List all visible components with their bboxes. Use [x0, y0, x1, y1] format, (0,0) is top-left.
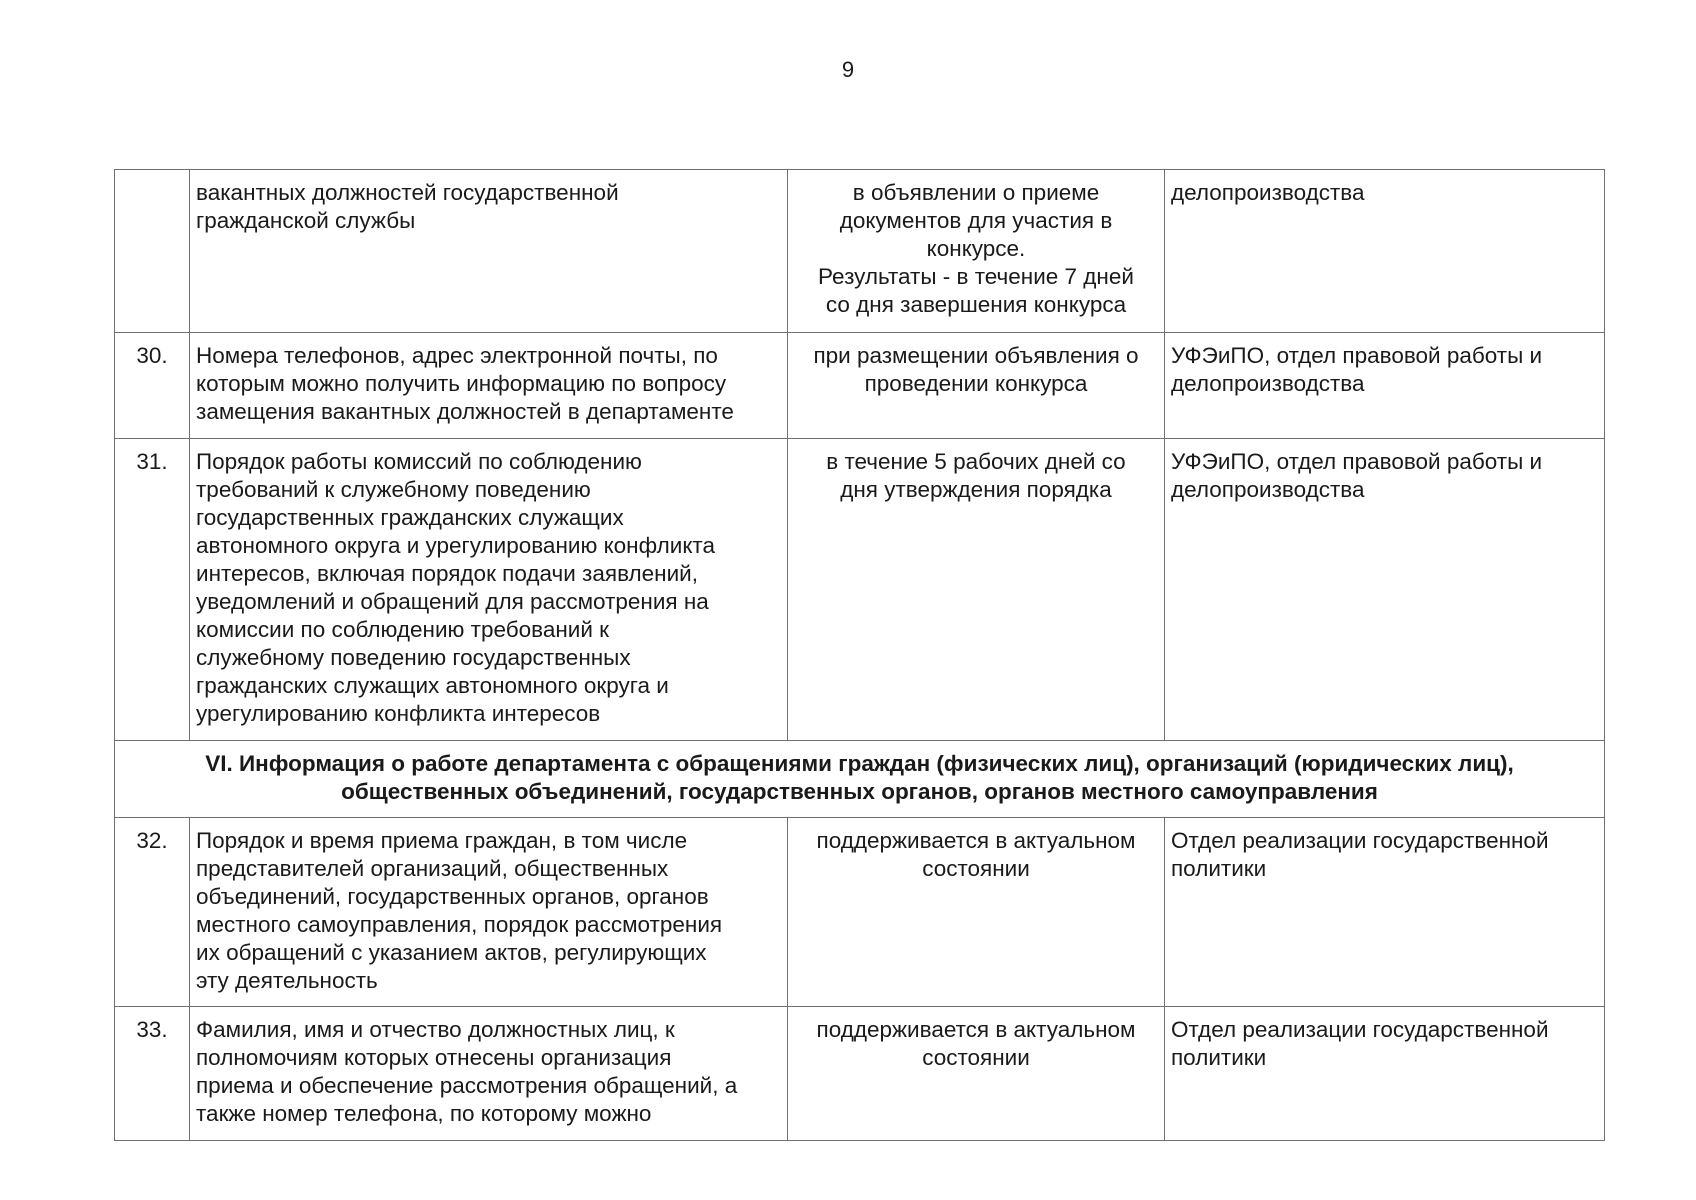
- info-line: государственных гражданских служащих: [196, 505, 624, 530]
- info-line: Фамилия, имя и отчество должностных лиц, к: [196, 1017, 675, 1042]
- row-number: 31.: [115, 439, 190, 741]
- info-line: гражданской службы: [196, 208, 416, 233]
- term-line: поддерживается в актуальном: [816, 1017, 1136, 1042]
- info-line: Порядок работы комиссий по соблюдению: [196, 449, 642, 474]
- info-line: их обращений с указанием актов, регулирующих: [196, 940, 707, 965]
- info-line: гражданских служащих автономного округа и: [196, 673, 669, 698]
- table-row: [115, 1007, 1605, 1141]
- row-number: [115, 170, 190, 333]
- row-number: 30.: [115, 333, 190, 439]
- row-number: 32.: [115, 818, 190, 1007]
- info-line: Номера телефонов, адрес электронной почты, по: [196, 343, 718, 368]
- info-line: служебному поведению государственных: [196, 645, 631, 670]
- info-line: комиссии по соблюдению требований к: [196, 617, 609, 642]
- responsible-cell: [1165, 818, 1605, 1007]
- info-cell: [190, 170, 788, 333]
- info-cell: [190, 818, 788, 1007]
- section-heading: [115, 741, 1605, 818]
- term-line: проведении конкурса: [864, 371, 1088, 396]
- info-line: интересов, включая порядок подачи заявлений,: [196, 561, 698, 586]
- term-line: состоянии: [922, 856, 1030, 881]
- term-line: в объявлении о приеме: [852, 180, 1100, 205]
- term-line: документов для участия в: [839, 208, 1113, 233]
- info-line: объединений, государственных органов, органов: [196, 884, 709, 909]
- info-line: требований к служебному поведению: [196, 477, 591, 502]
- info-cell: [190, 1007, 788, 1141]
- table-row: [115, 818, 1605, 1007]
- info-line: полномочиям которых отнесены организация: [196, 1045, 672, 1070]
- table-row: [115, 170, 1605, 333]
- information-table: [114, 169, 1605, 1141]
- page-number: 9: [841, 57, 855, 82]
- info-line: приема и обеспечение рассмотрения обращений, а: [196, 1073, 738, 1098]
- info-line: эту деятельность: [196, 968, 378, 993]
- row-number: 33.: [115, 1007, 190, 1141]
- term-line: Результаты - в течение 7 дней: [818, 264, 1134, 289]
- responsible-cell: [1165, 1007, 1605, 1141]
- info-line: которым можно получить информацию по вопросу: [196, 371, 727, 396]
- term-line: при размещении объявления о: [813, 343, 1139, 368]
- responsible-line: делопроизводства: [1171, 477, 1365, 502]
- info-line: автономного округа и урегулированию конфликта: [196, 533, 715, 558]
- responsible-line: политики: [1171, 856, 1267, 881]
- term-line: дня утверждения порядка: [840, 477, 1112, 502]
- term-cell: [788, 439, 1165, 741]
- term-line: со дня завершения конкурса: [825, 292, 1127, 317]
- responsible-line: УФЭиПО, отдел правовой работы и: [1171, 449, 1543, 474]
- term-cell: [788, 1007, 1165, 1141]
- responsible-line: делопроизводства: [1171, 180, 1365, 205]
- info-line: местного самоуправления, порядок рассмотрения: [196, 912, 723, 937]
- responsible-cell: [1165, 333, 1605, 439]
- responsible-line: Отдел реализации государственной: [1171, 828, 1549, 853]
- term-line: поддерживается в актуальном: [816, 828, 1136, 853]
- term-cell: [788, 818, 1165, 1007]
- section-heading-line: общественных объединений, государственных органов, органов местного самоуправления: [341, 779, 1378, 804]
- info-line: также номер телефона, по которому можно: [196, 1101, 652, 1126]
- info-line: Порядок и время приема граждан, в том числе: [196, 828, 688, 853]
- info-line: вакантных должностей государственной: [196, 180, 619, 205]
- term-cell: [788, 333, 1165, 439]
- info-cell: [190, 439, 788, 741]
- responsible-cell: [1165, 170, 1605, 333]
- responsible-line: делопроизводства: [1171, 371, 1365, 396]
- responsible-line: Отдел реализации государственной: [1171, 1017, 1549, 1042]
- responsible-line: УФЭиПО, отдел правовой работы и: [1171, 343, 1543, 368]
- responsible-line: политики: [1171, 1045, 1267, 1070]
- table-row: [115, 439, 1605, 741]
- info-line: урегулированию конфликта интересов: [196, 701, 601, 726]
- term-cell: [788, 170, 1165, 333]
- info-line: замещения вакантных должностей в департаменте: [196, 399, 734, 424]
- responsible-cell: [1165, 439, 1605, 741]
- term-line: состоянии: [922, 1045, 1030, 1070]
- info-line: уведомлений и обращений для рассмотрения на: [196, 589, 709, 614]
- term-line: в течение 5 рабочих дней со: [826, 449, 1126, 474]
- info-line: представителей организаций, общественных: [196, 856, 669, 881]
- table-row: [115, 333, 1605, 439]
- info-cell: [190, 333, 788, 439]
- section-heading-row: [115, 741, 1605, 818]
- term-line: конкурсе.: [926, 236, 1026, 261]
- section-heading-line: VI. Информация о работе департамента с обращениями граждан (физических лиц), организаций (юридических лиц),: [205, 751, 1514, 776]
